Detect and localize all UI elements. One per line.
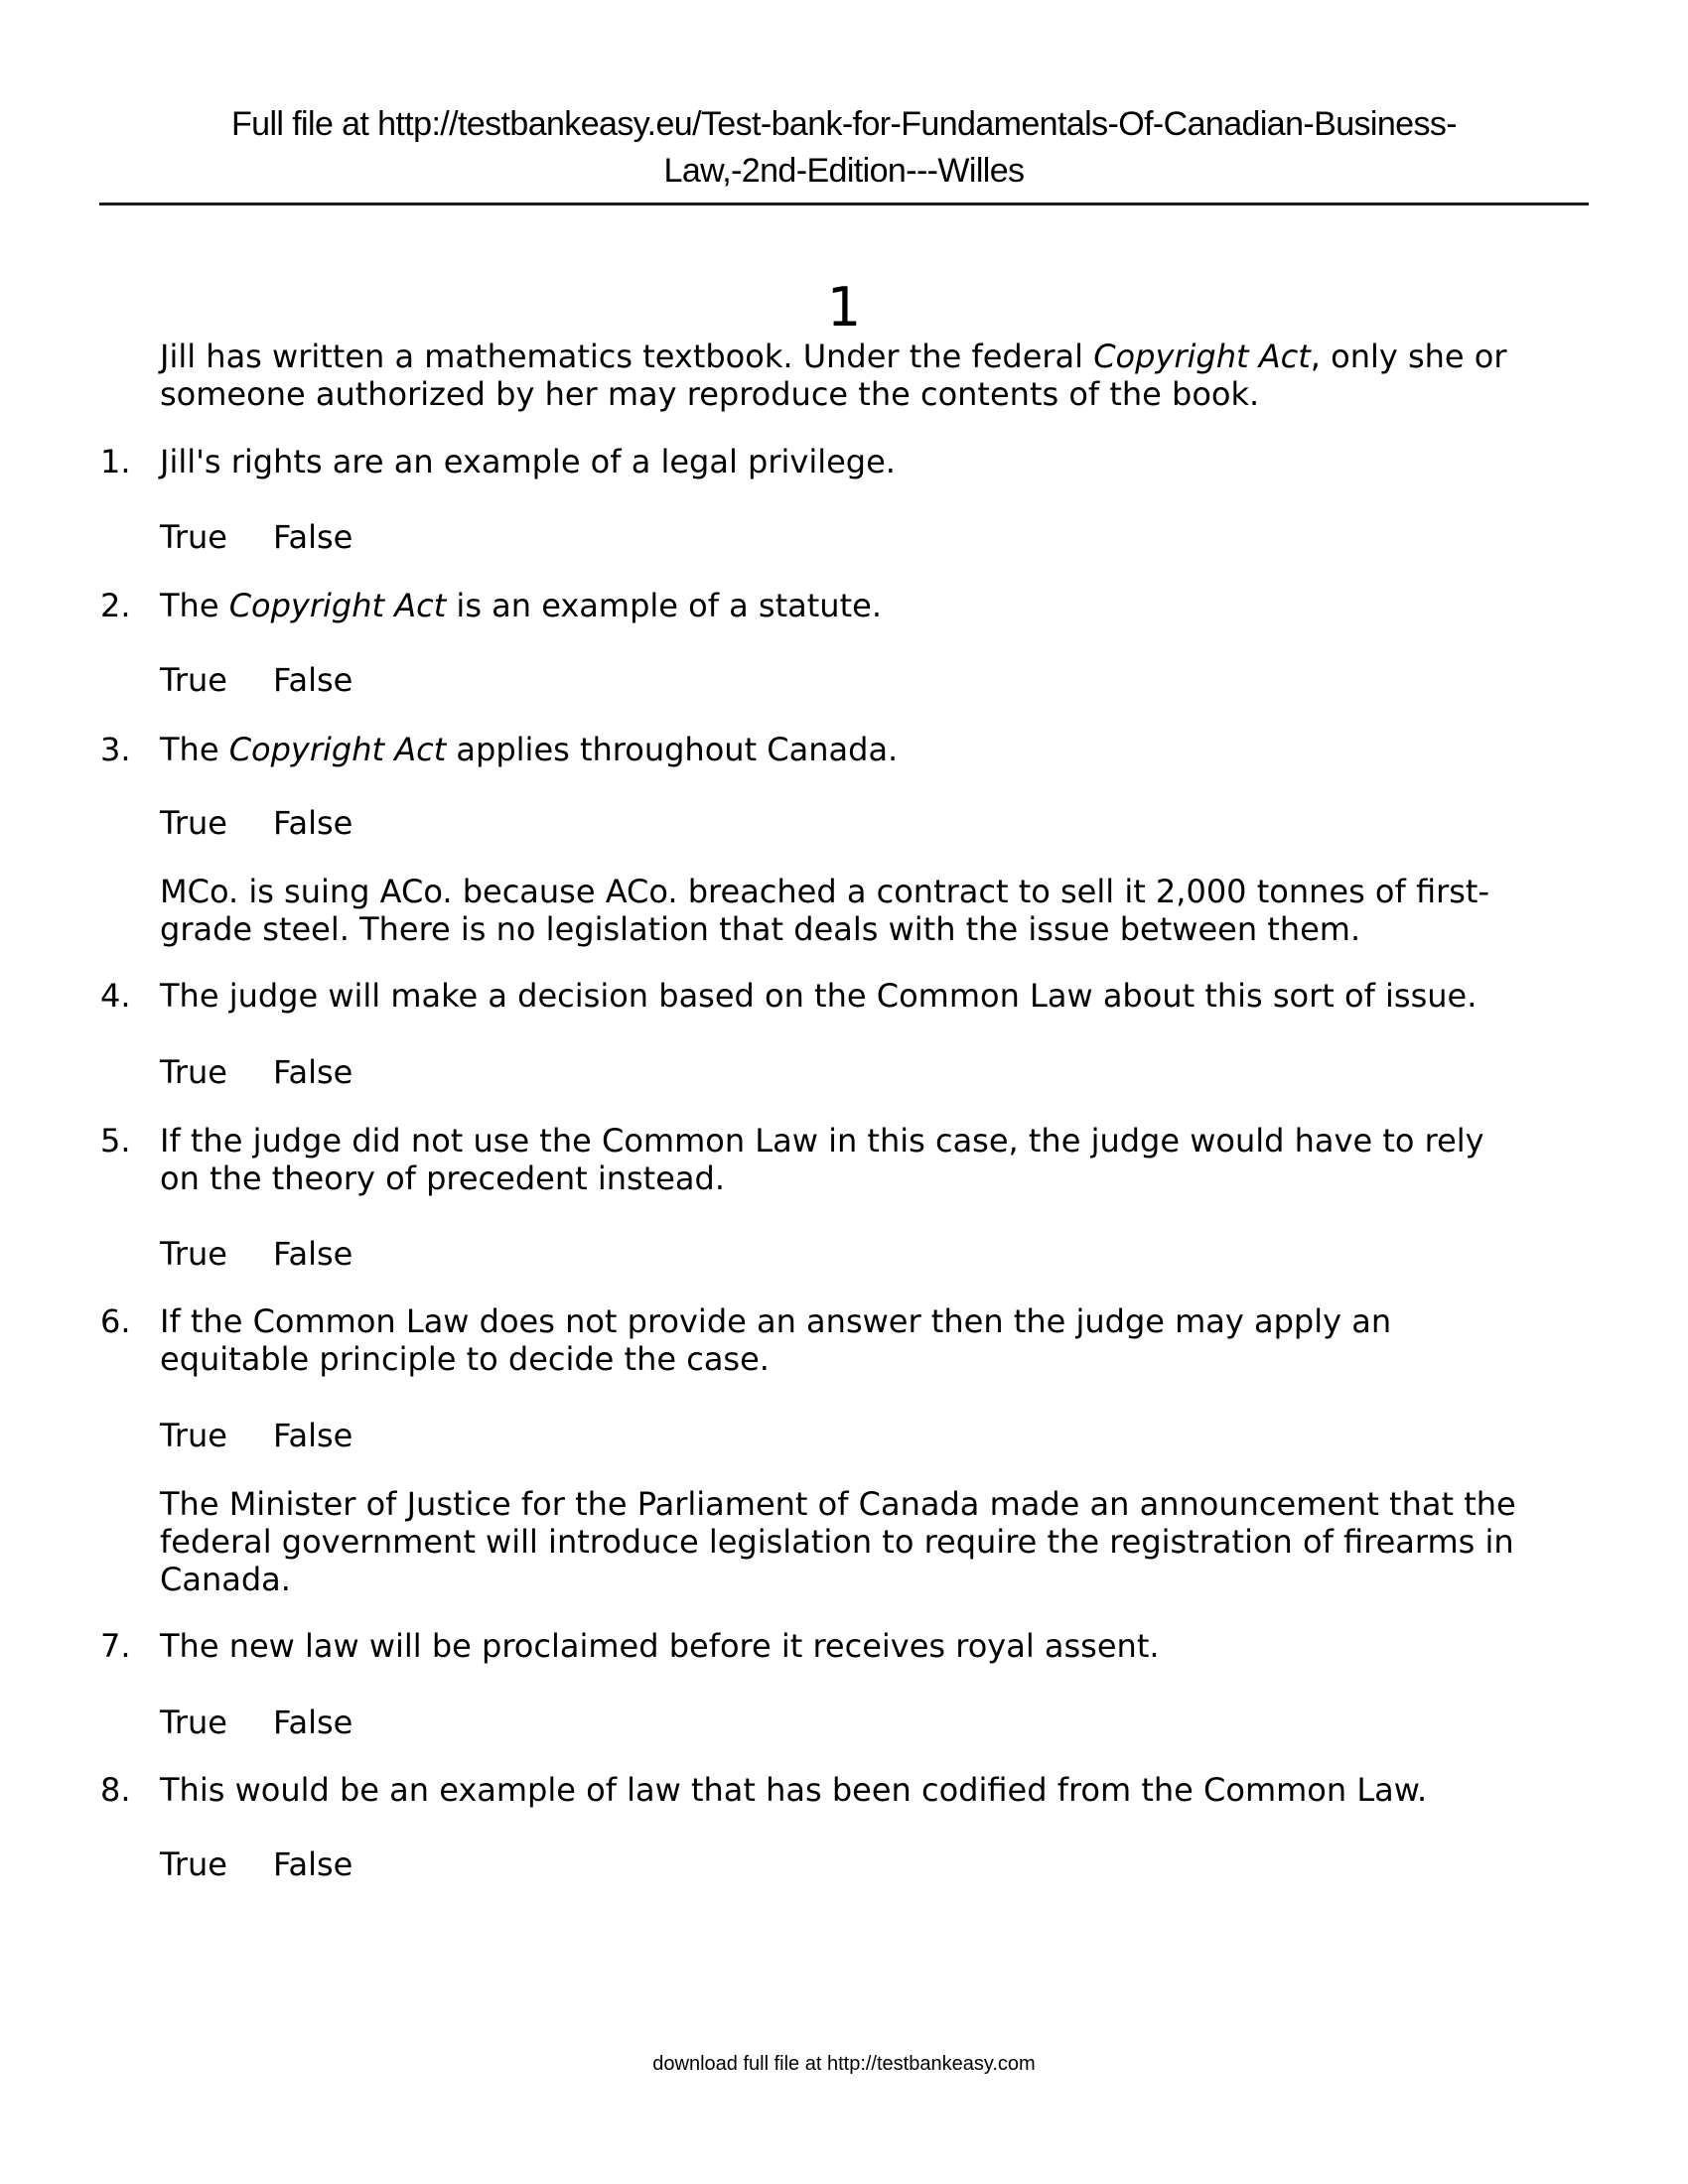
question-text: The judge will make a decision based on the Common Law about this sort of issue.	[160, 977, 1477, 1015]
question-number: 2.	[100, 587, 131, 624]
question-text-part: The	[160, 587, 229, 624]
true-option[interactable]: True	[160, 518, 227, 556]
true-option[interactable]: True	[160, 1704, 227, 1741]
italic-title: Copyright Act	[228, 587, 447, 624]
question-number: 8.	[100, 1771, 131, 1809]
true-option[interactable]: True	[160, 1845, 227, 1883]
false-option[interactable]: False	[273, 1704, 353, 1741]
question-text	[160, 1302, 1590, 1378]
question-number: 4.	[100, 977, 131, 1015]
chapter-number: 1	[826, 276, 862, 339]
passage-text	[160, 873, 1590, 948]
question-text: The new law will be proclaimed before it receives royal assent.	[160, 1627, 1160, 1665]
question-number: 6.	[100, 1302, 131, 1340]
passage-text-line: federal government will introduce legislation to require the registration of firearms in	[160, 1523, 1514, 1561]
question-text	[160, 1122, 1590, 1197]
italic-title: Copyright Act	[228, 731, 447, 768]
passage-text-line: Canada.	[160, 1561, 291, 1598]
question-text-part: applies throughout Canada.	[446, 731, 899, 768]
question-text-line: on the theory of precedent instead.	[160, 1160, 725, 1197]
question-number: 3.	[100, 731, 131, 768]
page-footer: download full file at http://testbankeasy.com	[652, 2053, 1036, 2075]
false-option[interactable]: False	[273, 1417, 353, 1454]
question-text-line: If the Common Law does not provide an answer then the judge may apply an	[160, 1302, 1392, 1340]
true-option[interactable]: True	[160, 661, 227, 699]
passage-text	[160, 1485, 1590, 1598]
false-option[interactable]: False	[273, 804, 353, 842]
question-text	[160, 731, 1590, 768]
header-rule	[99, 203, 1589, 205]
false-option[interactable]: False	[273, 661, 353, 699]
passage-text-part: Jill has written a mathematics textbook. Under the federal	[160, 338, 1094, 375]
passage-text-part: , only she or	[1310, 338, 1507, 375]
question-text-line: If the judge did not use the Common Law in this case, the judge would have to rely	[160, 1122, 1484, 1160]
header-line-1: Full file at http://testbankeasy.eu/Test-bank-for-Fundamentals-Of-Canadian-Business-	[230, 105, 1457, 143]
question-number: 1.	[100, 443, 131, 480]
passage-text-line: MCo. is suing ACo. because ACo. breached a contract to sell it 2,000 tonnes of first-	[160, 873, 1490, 910]
question-text: Jill's rights are an example of a legal privilege.	[160, 443, 896, 480]
true-option[interactable]: True	[160, 1235, 227, 1273]
false-option[interactable]: False	[273, 518, 353, 556]
question-text-line: equitable principle to decide the case.	[160, 1340, 770, 1378]
passage-text-line: grade steel. There is no legislation that deals with the issue between them.	[160, 910, 1361, 948]
passage-text-line: The Minister of Justice for the Parliament of Canada made an announcement that the	[160, 1485, 1516, 1523]
true-option[interactable]: True	[160, 804, 227, 842]
true-option[interactable]: True	[160, 1053, 227, 1091]
question-number: 7.	[100, 1627, 131, 1665]
false-option[interactable]: False	[273, 1845, 353, 1883]
passage-text	[160, 338, 1590, 413]
question-text-part: The	[160, 731, 229, 768]
header-line-2: Law,-2nd-Edition---Willes	[663, 152, 1025, 190]
false-option[interactable]: False	[273, 1235, 353, 1273]
false-option[interactable]: False	[273, 1053, 353, 1091]
question-text: This would be an example of law that has been codified from the Common Law.	[160, 1771, 1428, 1809]
italic-title: Copyright Act	[1093, 338, 1311, 375]
true-option[interactable]: True	[160, 1417, 227, 1454]
question-text-part: is an example of a statute.	[446, 587, 882, 624]
question-text	[160, 587, 1590, 624]
page-header	[99, 101, 1589, 195]
question-number: 5.	[100, 1122, 131, 1160]
passage-text-line: someone authorized by her may reproduce the contents of the book.	[160, 375, 1260, 413]
